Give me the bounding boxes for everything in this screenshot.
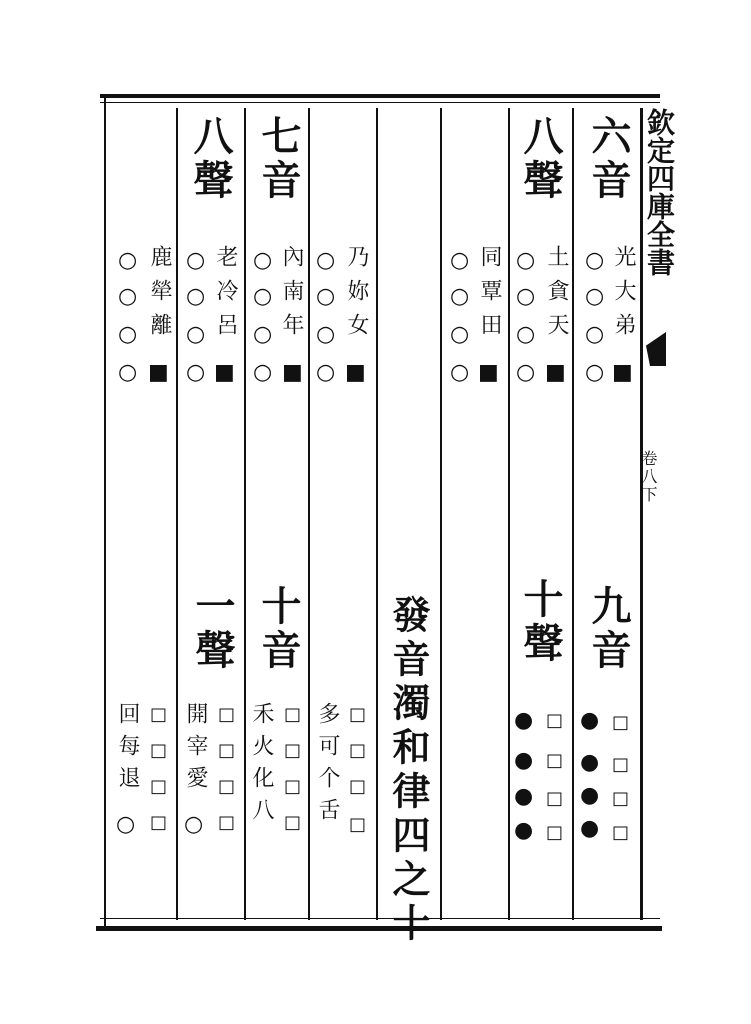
column-rule [376,108,378,920]
filled-circle-icon: ● [514,818,534,843]
open-circle-icon: ○ [186,248,206,273]
open-circle-icon: ○ [450,322,470,347]
open-circle-icon: ○ [516,248,536,273]
filled-square-icon: ■ [345,360,366,385]
open-circle-icon: ○ [253,248,273,273]
filled-square-icon: ■ [478,360,499,385]
open-square-icon: □ [349,740,367,761]
column-heading: 七音 [255,115,302,203]
column-characters: 同覃田 [477,245,502,347]
open-square-icon: □ [218,776,236,797]
open-square-icon: □ [612,712,630,733]
open-circle-icon: ○ [186,360,206,385]
open-circle-icon: ○ [516,322,536,347]
column-characters: 禾火化八 [249,702,274,830]
open-circle-icon: ○ [316,360,336,385]
open-circle-icon: ○ [585,360,605,385]
open-square-icon: □ [284,704,302,725]
column-characters: 鹿犖離 [147,245,172,347]
column-rule [572,108,574,920]
open-square-icon: □ [150,812,168,833]
column-rule [244,108,246,920]
filled-circle-icon: ● [580,783,600,808]
column-rule [176,108,178,920]
filled-square-icon: ■ [282,360,303,385]
open-circle-icon: ○ [316,322,336,347]
column-heading: 十聲 [517,578,564,666]
open-circle-icon: ○ [184,812,204,837]
column-heading: 八聲 [517,115,564,203]
frame-bottom-inner-border [100,918,660,919]
column-characters: 多可个舌 [315,702,340,830]
open-square-icon: □ [349,814,367,835]
filled-circle-icon: ● [580,750,600,775]
open-circle-icon: ○ [450,284,470,309]
filled-circle-icon: ● [580,708,600,733]
column-rule [508,108,510,920]
open-square-icon: □ [546,710,564,731]
open-square-icon: □ [612,788,630,809]
column-heading: 八聲 [187,115,234,203]
open-square-icon: □ [546,788,564,809]
open-square-icon: □ [612,754,630,775]
frame-top-border [100,94,660,98]
frame-bottom-border [96,926,662,931]
open-circle-icon: ○ [116,812,136,837]
open-circle-icon: ○ [516,360,536,385]
open-circle-icon: ○ [253,322,273,347]
column-characters: 土貪天 [544,245,569,347]
open-square-icon: □ [218,740,236,761]
margin-volume: 卷八下 [639,450,658,504]
column-characters: 內南年 [279,245,304,347]
column-characters: 乃妳女 [344,245,369,347]
open-square-icon: □ [612,822,630,843]
column-heading: 九音 [585,585,632,673]
filled-circle-icon: ● [514,708,534,733]
open-circle-icon: ○ [316,248,336,273]
column-characters: 開宰愛 [183,702,208,798]
open-circle-icon: ○ [118,360,138,385]
open-circle-icon: ○ [450,360,470,385]
open-square-icon: □ [284,812,302,833]
filled-square-icon: ■ [148,360,169,385]
open-circle-icon: ○ [585,284,605,309]
column-characters: 光大弟 [611,245,636,347]
open-circle-icon: ○ [186,322,206,347]
column-heading: 一聲 [189,585,236,673]
filled-square-icon: ■ [214,360,235,385]
open-circle-icon: ○ [186,284,206,309]
open-circle-icon: ○ [516,284,536,309]
open-square-icon: □ [150,740,168,761]
column-rule [440,108,442,920]
open-circle-icon: ○ [585,322,605,347]
open-square-icon: □ [284,776,302,797]
open-square-icon: □ [150,704,168,725]
filled-circle-icon: ● [514,748,534,773]
open-square-icon: □ [349,704,367,725]
open-circle-icon: ○ [316,284,336,309]
filled-square-icon: ■ [612,360,633,385]
open-square-icon: □ [546,822,564,843]
column-characters: 回每退 [115,702,140,798]
frame-left-border [104,96,106,928]
filled-square-icon: ■ [545,360,566,385]
open-square-icon: □ [150,776,168,797]
fish-tail-mark [646,332,666,366]
open-square-icon: □ [349,776,367,797]
open-circle-icon: ○ [118,284,138,309]
column-heading: 十音 [255,585,302,673]
open-square-icon: □ [218,812,236,833]
open-circle-icon: ○ [585,248,605,273]
filled-circle-icon: ● [514,784,534,809]
column-characters: 老冷呂 [213,245,238,347]
open-circle-icon: ○ [450,248,470,273]
open-circle-icon: ○ [118,322,138,347]
column-rule [308,108,310,920]
open-circle-icon: ○ [253,360,273,385]
open-square-icon: □ [546,750,564,771]
margin-book-title: 欽定四庫全書 [643,108,676,276]
open-square-icon: □ [284,740,302,761]
page-title: 發音濁和律四之十 [386,595,431,947]
open-circle-icon: ○ [253,284,273,309]
open-circle-icon: ○ [118,248,138,273]
frame-top-inner-border [100,102,660,103]
column-heading: 六音 [585,115,632,203]
open-square-icon: □ [218,704,236,725]
filled-circle-icon: ● [580,816,600,841]
